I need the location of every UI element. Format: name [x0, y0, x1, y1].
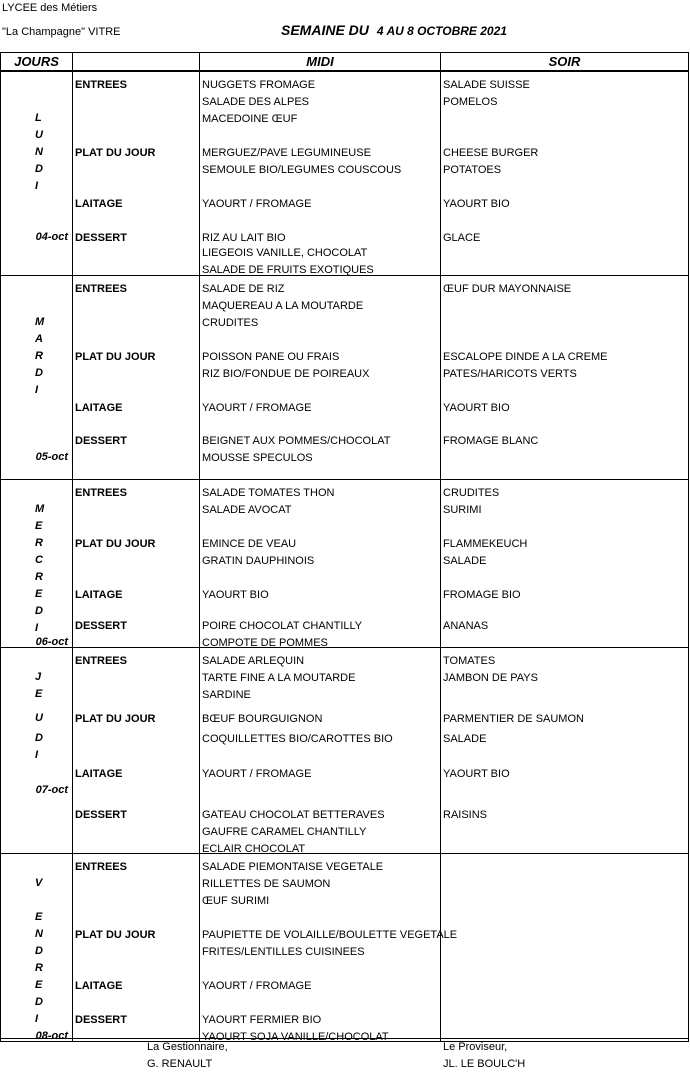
school-name: LYCEE des Métiers	[2, 2, 98, 14]
day-letter: N	[35, 146, 43, 158]
midi-dish: MERGUEZ/PAVE LEGUMINEUSE	[202, 147, 371, 159]
day-date: 06-oct	[35, 636, 68, 648]
category-label-entrees: ENTREES	[75, 283, 127, 295]
day-letter: C	[35, 554, 43, 566]
day-letter: A	[35, 333, 43, 345]
category-label-dessert: DESSERT	[75, 809, 127, 821]
midi-dish: YAOURT BIO	[202, 589, 269, 601]
day-letter: R	[35, 571, 43, 583]
category-cell	[73, 648, 200, 854]
day-row	[1, 71, 689, 276]
signature-left-name: G. RENAULT	[147, 1058, 213, 1070]
midi-dish: SALADE DES ALPES	[202, 96, 309, 108]
midi-dish: YAOURT / FROMAGE	[202, 198, 312, 210]
midi-cell	[200, 648, 441, 854]
midi-dish: EMINCE DE VEAU	[202, 538, 297, 550]
midi-dish: FRITES/LENTILLES CUISINEES	[202, 946, 365, 958]
midi-dish: CRUDITES	[202, 317, 259, 329]
soir-dish: PATES/HARICOTS VERTS	[443, 368, 577, 380]
day-letter: V	[35, 877, 43, 889]
category-label-plat: PLAT DU JOUR	[75, 713, 156, 725]
day-cell	[1, 854, 73, 1042]
soir-dish: POMELOS	[443, 96, 498, 108]
day-letter: E	[35, 911, 43, 923]
day-letter: N	[35, 928, 43, 940]
soir-dish: YAOURT BIO	[443, 198, 510, 210]
soir-dish: POTATOES	[443, 164, 502, 176]
midi-dish: SALADE DE FRUITS EXOTIQUES	[202, 264, 374, 276]
soir-dish: CHEESE BURGER	[443, 147, 539, 159]
midi-dish: LIEGEOIS VANILLE, CHOCOLAT	[202, 247, 368, 259]
soir-dish: FLAMMEKEUCH	[443, 538, 528, 550]
day-cell	[1, 648, 73, 854]
day-letter: E	[35, 520, 43, 532]
day-letter: R	[35, 962, 43, 974]
day-row	[1, 480, 689, 648]
category-label-entrees: ENTREES	[75, 79, 127, 91]
category-label-laitage: LAITAGE	[75, 980, 123, 992]
menu-table	[0, 52, 689, 1042]
day-letter: L	[35, 112, 42, 124]
signature-right-name: JL. LE BOULC'H	[443, 1058, 526, 1070]
category-label-plat: PLAT DU JOUR	[75, 351, 156, 363]
soir-cell	[441, 480, 689, 648]
week-label: SEMAINE DU	[281, 22, 369, 38]
soir-dish: CRUDITES	[443, 487, 500, 499]
soir-dish: RAISINS	[443, 809, 488, 821]
midi-dish: SEMOULE BIO/LEGUMES COUSCOUS	[202, 164, 402, 176]
day-cell	[1, 480, 73, 648]
midi-dish: GATEAU CHOCOLAT BETTERAVES	[202, 809, 385, 821]
header-row	[1, 53, 689, 72]
category-label-plat: PLAT DU JOUR	[75, 147, 156, 159]
day-letter: D	[35, 605, 43, 617]
midi-dish: RIZ BIO/FONDUE DE POIREAUX	[202, 368, 370, 380]
day-cell	[1, 71, 73, 276]
midi-dish: SARDINE	[202, 689, 251, 701]
midi-dish: COMPOTE DE POMMES	[202, 637, 328, 649]
soir-dish: ANANAS	[443, 620, 489, 632]
category-label-plat: PLAT DU JOUR	[75, 538, 156, 550]
col-header-soir: SOIR	[441, 53, 689, 72]
day-letter: I	[35, 622, 39, 634]
category-label-dessert: DESSERT	[75, 620, 127, 632]
midi-dish: TARTE FINE A LA MOUTARDE	[202, 672, 356, 684]
soir-cell	[441, 71, 689, 276]
signature-left-role: La Gestionnaire,	[147, 1041, 228, 1053]
midi-dish: GRATIN DAUPHINOIS	[202, 555, 315, 567]
day-letter: M	[35, 316, 45, 328]
soir-dish: TOMATES	[443, 655, 496, 667]
day-letter: D	[35, 732, 43, 744]
midi-dish: SALADE DE RIZ	[202, 283, 285, 295]
day-letter: I	[35, 180, 39, 192]
soir-dish: FROMAGE BIO	[443, 589, 521, 601]
category-cell	[73, 276, 200, 480]
soir-dish: SALADE	[443, 555, 487, 567]
day-date: 05-oct	[35, 451, 68, 463]
soir-cell	[441, 648, 689, 854]
soir-dish: GLACE	[443, 232, 481, 244]
category-label-dessert: DESSERT	[75, 232, 127, 244]
category-label-entrees: ENTREES	[75, 487, 127, 499]
soir-dish: ŒUF DUR MAYONNAISE	[443, 283, 572, 295]
midi-dish: PAUPIETTE DE VOLAILLE/BOULETTE VEGETALE	[202, 929, 458, 941]
midi-cell	[200, 854, 458, 1043]
soir-dish: YAOURT BIO	[443, 402, 510, 414]
midi-dish: GAUFRE CARAMEL CHANTILLY	[202, 826, 367, 838]
category-cell	[73, 71, 200, 276]
col-header-category	[73, 53, 200, 72]
midi-cell	[200, 276, 441, 480]
midi-dish: YAOURT / FROMAGE	[202, 768, 312, 780]
midi-dish: NUGGETS FROMAGE	[202, 79, 316, 91]
category-label-dessert: DESSERT	[75, 1014, 127, 1026]
midi-dish: ECLAIR CHOCOLAT	[202, 843, 306, 855]
day-letter: E	[35, 979, 43, 991]
midi-dish: MACEDOINE ŒUF	[202, 113, 298, 125]
col-header-days: JOURS	[1, 53, 73, 72]
midi-dish: YAOURT SOJA VANILLE/CHOCOLAT	[202, 1031, 389, 1043]
soir-cell	[441, 276, 689, 480]
midi-dish: SALADE ARLEQUIN	[202, 655, 305, 667]
day-date: 07-oct	[35, 784, 68, 796]
midi-dish: RILLETTES DE SAUMON	[202, 878, 331, 890]
day-date: 08-oct	[35, 1030, 68, 1042]
midi-dish: YAOURT / FROMAGE	[202, 402, 312, 414]
day-letter: U	[35, 712, 43, 724]
day-letter: D	[35, 367, 43, 379]
midi-dish: BEIGNET AUX POMMES/CHOCOLAT	[202, 435, 391, 447]
category-label-dessert: DESSERT	[75, 435, 127, 447]
soir-dish: SALADE	[443, 733, 487, 745]
midi-dish: POIRE CHOCOLAT CHANTILLY	[202, 620, 363, 632]
category-label-laitage: LAITAGE	[75, 768, 123, 780]
category-label-entrees: ENTREES	[75, 861, 127, 873]
midi-dish: SALADE AVOCAT	[202, 504, 292, 516]
day-letter: R	[35, 537, 43, 549]
day-letter: R	[35, 350, 43, 362]
category-label-laitage: LAITAGE	[75, 589, 123, 601]
midi-dish: MOUSSE SPECULOS	[202, 452, 313, 464]
midi-dish: POISSON PANE OU FRAIS	[202, 351, 340, 363]
signature-right-role: Le Proviseur,	[443, 1041, 508, 1053]
day-letter: E	[35, 588, 43, 600]
midi-dish: ŒUF SURIMI	[202, 895, 270, 907]
soir-dish: JAMBON DE PAYS	[443, 672, 538, 684]
soir-dish: SALADE SUISSE	[443, 79, 530, 91]
day-letter: M	[35, 503, 45, 515]
day-row	[1, 276, 689, 480]
day-letter: D	[35, 945, 43, 957]
midi-dish: RIZ AU LAIT BIO	[202, 232, 286, 244]
day-letter: E	[35, 688, 43, 700]
midi-dish: YAOURT FERMIER BIO	[202, 1014, 322, 1026]
school-location: "La Champagne" VITRE	[2, 26, 121, 38]
week-title	[281, 22, 507, 38]
soir-dish: FROMAGE BLANC	[443, 435, 539, 447]
soir-dish: ESCALOPE DINDE A LA CREME	[443, 351, 608, 363]
midi-dish: MAQUEREAU A LA MOUTARDE	[202, 300, 364, 312]
midi-dish: YAOURT / FROMAGE	[202, 980, 312, 992]
day-letter: I	[35, 1013, 39, 1025]
midi-dish: SALADE TOMATES THON	[202, 487, 335, 499]
col-header-midi: MIDI	[200, 53, 441, 72]
category-label-entrees: ENTREES	[75, 655, 127, 667]
week-dates: 4 AU 8 OCTOBRE 2021	[376, 24, 507, 38]
category-cell	[73, 854, 200, 1042]
day-letter: I	[35, 749, 39, 761]
soir-dish: PARMENTIER DE SAUMON	[443, 713, 584, 725]
day-date: 04-oct	[35, 231, 68, 243]
midi-dish: COQUILLETTES BIO/CAROTTES BIO	[202, 733, 393, 745]
midi-dish: BŒUF BOURGUIGNON	[202, 713, 323, 725]
soir-dish: SURIMI	[443, 504, 482, 516]
day-letter: D	[35, 996, 43, 1008]
day-cell	[1, 276, 73, 480]
day-letter: U	[35, 129, 43, 141]
category-cell	[73, 480, 200, 648]
day-letter: D	[35, 163, 43, 175]
category-label-plat: PLAT DU JOUR	[75, 929, 156, 941]
footer-divider	[0, 1038, 688, 1039]
midi-cell	[200, 480, 441, 648]
day-row	[1, 648, 689, 854]
midi-dish: SALADE PIEMONTAISE VEGETALE	[202, 861, 384, 873]
day-letter: J	[35, 671, 42, 683]
midi-cell	[200, 71, 441, 276]
soir-cell	[441, 854, 689, 1042]
category-label-laitage: LAITAGE	[75, 198, 123, 210]
day-row	[1, 854, 689, 1042]
day-letter: I	[35, 384, 39, 396]
category-label-laitage: LAITAGE	[75, 402, 123, 414]
soir-dish: YAOURT BIO	[443, 768, 510, 780]
